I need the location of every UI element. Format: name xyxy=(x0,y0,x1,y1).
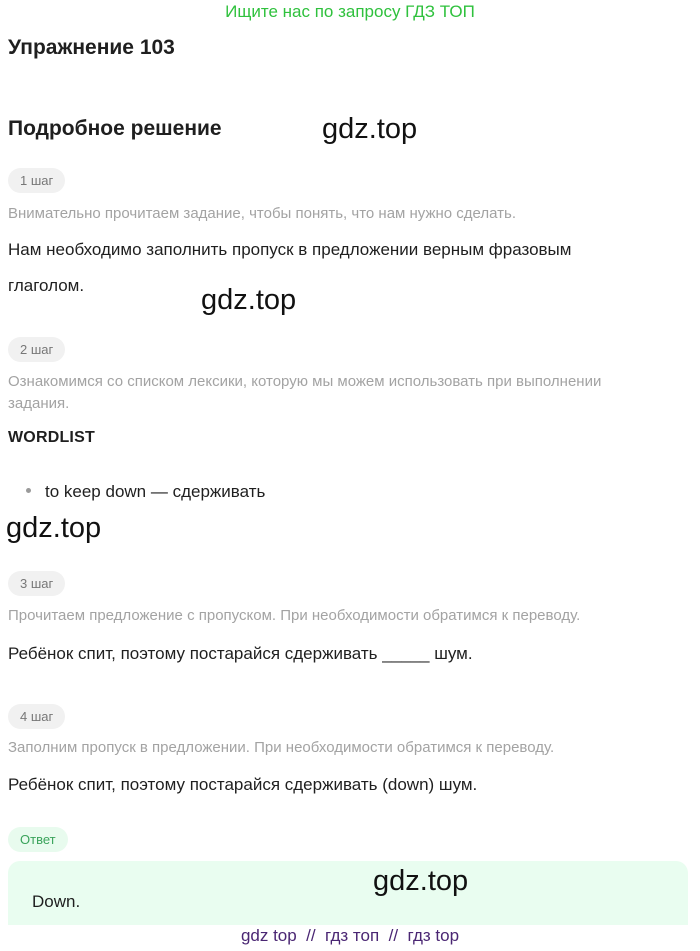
wordlist-item-text: to keep down — сдерживать xyxy=(45,482,266,501)
wordlist-title: WORDLIST xyxy=(8,429,95,446)
answer-text: Down. xyxy=(32,892,81,911)
step-1-text-line-1: Нам необходимо заполнить пропуск в предложении верным фразовым xyxy=(8,240,572,259)
step-badge-1: 1 шаг xyxy=(8,168,65,193)
step-3-hint: Прочитаем предложение с пропуском. При необходимости обратимся к переводу. xyxy=(8,607,581,624)
step-3-text: Ребёнок спит, поэтому постарайся сдерживать _____ шум. xyxy=(8,644,473,663)
watermark: gdz.top xyxy=(6,512,102,544)
wordlist-item xyxy=(26,482,265,502)
step-badge-4: 4 шаг xyxy=(8,704,65,729)
watermark: gdz.top xyxy=(373,865,469,897)
solution-title: Подробное решение xyxy=(8,117,222,140)
watermark: gdz.top xyxy=(322,113,418,145)
step-4-text: Ребёнок спит, поэтому постарайся сдерживать (down) шум. xyxy=(8,775,478,794)
watermark: gdz.top xyxy=(201,284,297,316)
answer-badge: Ответ xyxy=(8,827,68,852)
step-2-hint-line-2: задания. xyxy=(8,395,70,412)
answer-box xyxy=(8,861,688,925)
top-banner: Ищите нас по запросу ГДЗ ТОП xyxy=(225,2,475,21)
footer-links: gdz top // гдз топ // гдз top xyxy=(240,926,460,945)
exercise-title: Упражнение 103 xyxy=(8,36,175,59)
step-1-hint: Внимательно прочитаем задание, чтобы понять, что нам нужно сделать. xyxy=(8,205,517,222)
step-1-text-line-2: глаголом. xyxy=(8,276,85,295)
step-4-hint: Заполним пропуск в предложении. При необходимости обратимся к переводу. xyxy=(8,739,555,756)
step-badge-3: 3 шаг xyxy=(8,571,65,596)
step-badge-2: 2 шаг xyxy=(8,337,65,362)
bullet-icon xyxy=(26,488,31,493)
step-2-hint-line-1: Ознакомимся со списком лексики, которую мы можем использовать при выполнении xyxy=(8,373,602,390)
